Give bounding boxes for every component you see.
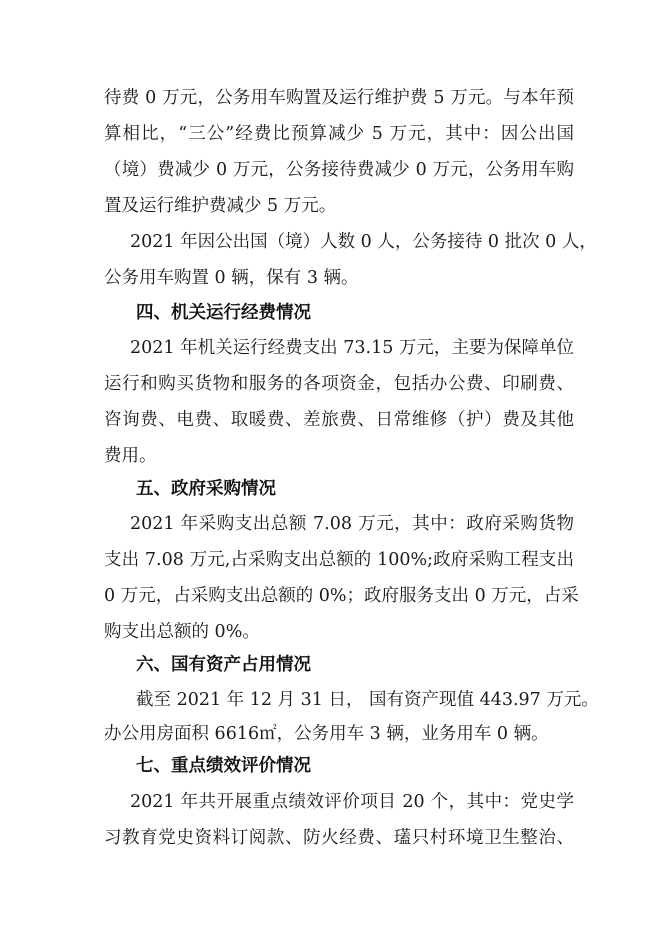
body-text-line: 支出 7.08 万元,占采购支出总额的 100%;政府采购工程支出 xyxy=(104,550,574,570)
body-text-line: 咨询费、电费、取暖费、差旅费、日常维修（护）费及其他 xyxy=(104,410,574,430)
body-text-line: 2021 年共开展重点绩效评价项目 20 个，其中：党史学 xyxy=(130,792,574,812)
body-text-line: 2021 年机关运行经费支出 73.15 万元，主要为保障单位 xyxy=(130,338,574,358)
body-text-line: 费用。 xyxy=(104,446,157,466)
body-text-line: 算相比，“三公”经费比预算减少 5 万元，其中：因公出国 xyxy=(104,124,574,144)
section-heading-6: 六、国有资产占用情况 xyxy=(136,655,311,675)
body-text-line: 运行和购买货物和服务的各项资金，包括办公费、印刷费、 xyxy=(104,374,574,394)
body-text-line: 购支出总额的 0%。 xyxy=(104,622,260,642)
body-text-line: 待费 0 万元，公务用车购置及运行维护费 5 万元。与本年预 xyxy=(104,88,574,108)
section-heading-4: 四、机关运行经费情况 xyxy=(136,303,311,323)
body-text-line: 2021 年采购支出总额 7.08 万元，其中：政府采购货物 xyxy=(130,514,574,534)
body-text-line: 办公用房面积 6616㎡，公务用车 3 辆，业务用车 0 辆。 xyxy=(104,724,549,744)
body-text-line: 2021 年因公出国（境）人数 0 人，公务接待 0 批次 0 人， xyxy=(130,232,597,252)
body-text-line: 公务用车购置 0 辆，保有 3 辆。 xyxy=(104,268,359,288)
body-text-line: 截至 2021 年 12 月 31 日， 国有资产现值 443.97 万元。 xyxy=(136,690,599,710)
body-text-line: （境）费减少 0 万元，公务接待费减少 0 万元，公务用车购 xyxy=(104,160,574,180)
section-heading-5: 五、政府采购情况 xyxy=(136,479,276,499)
body-text-line: 0 万元，占采购支出总额的 0%；政府服务支出 0 万元，占采 xyxy=(104,586,579,606)
section-heading-7: 七、重点绩效评价情况 xyxy=(136,756,311,776)
body-text-line: 置及运行维护费减少 5 万元。 xyxy=(104,196,337,216)
body-text-line: 习教育党史资料订阅款、防火经费、瓂只村环境卫生整治、 xyxy=(104,828,574,848)
